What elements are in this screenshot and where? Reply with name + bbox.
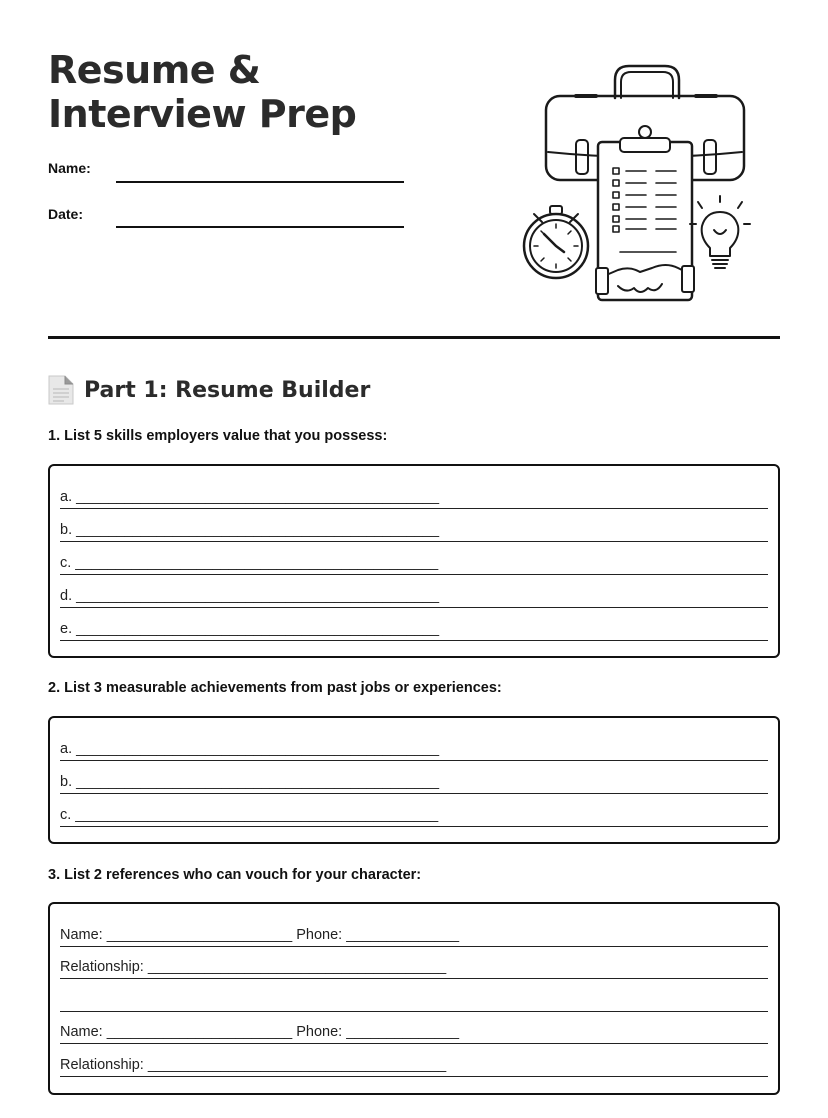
question-1: 1. List 5 skills employers value that you possess: <box>48 428 388 444</box>
answer-box-q1 <box>48 464 780 658</box>
answer-line-q1-e[interactable]: e. _____________________________________________ <box>60 608 768 641</box>
date-field[interactable] <box>116 226 404 228</box>
reference-1-relationship[interactable]: Relationship: _____________________________________ <box>60 947 768 980</box>
briefcase-illustration-icon <box>520 62 756 308</box>
answer-line-q1-a[interactable]: a. _____________________________________________ <box>60 476 768 509</box>
question-2: 2. List 3 measurable achievements from past jobs or experiences: <box>48 680 502 696</box>
reference-spacer-line[interactable] <box>60 979 768 1012</box>
page-title: Resume & Interview Prep <box>48 48 357 136</box>
answer-line-q1-c[interactable]: c. _____________________________________________ <box>60 542 768 575</box>
document-page-icon <box>48 375 74 405</box>
reference-1-name-phone[interactable]: Name: _______________________ Phone: ______________ <box>60 914 768 947</box>
answer-line-q1-b[interactable]: b. _____________________________________________ <box>60 509 768 542</box>
name-label: Name: <box>48 160 91 176</box>
question-3: 3. List 2 references who can vouch for your character: <box>48 867 422 883</box>
answer-line-q2-c[interactable]: c. _____________________________________________ <box>60 794 768 827</box>
header-divider <box>48 336 780 339</box>
answer-line-q1-d[interactable]: d. _____________________________________________ <box>60 575 768 608</box>
reference-2-relationship[interactable]: Relationship: _____________________________________ <box>60 1044 768 1077</box>
answer-box-q3 <box>48 902 780 1095</box>
date-label: Date: <box>48 206 84 222</box>
name-field[interactable] <box>116 181 404 183</box>
reference-2-name-phone[interactable]: Name: _______________________ Phone: ______________ <box>60 1012 768 1045</box>
answer-box-q2 <box>48 716 780 844</box>
answer-line-q2-b[interactable]: b. _____________________________________________ <box>60 761 768 794</box>
part1-heading <box>48 374 370 406</box>
part1-title: Part 1: Resume Builder <box>84 377 371 403</box>
answer-line-q2-a[interactable]: a. _____________________________________________ <box>60 728 768 761</box>
